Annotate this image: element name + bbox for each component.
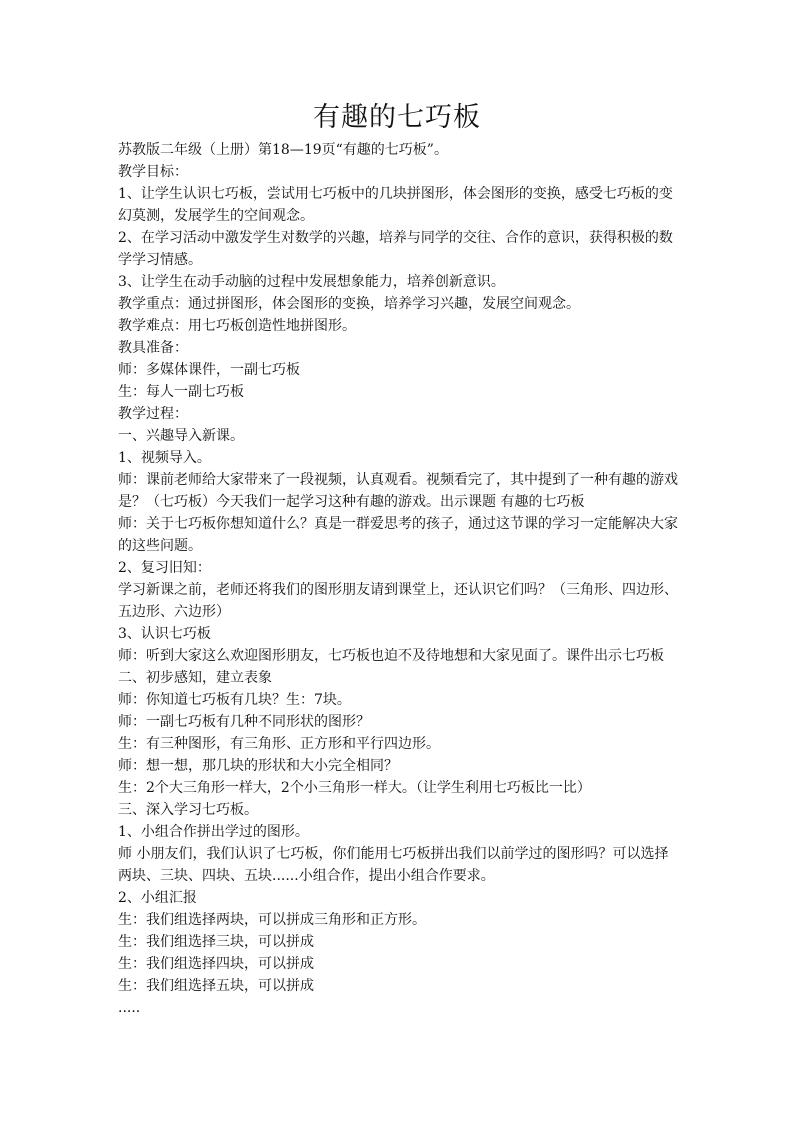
paragraph-key-point: 教学重点：通过拼图形，体会图形的变换，培养学习兴趣，发展空间观念。 [118, 296, 580, 312]
paragraph-group-heading: 1、小组合作拼出学过的图形。 [118, 824, 309, 840]
paragraph-teacher-question: 师：关于七巧板你想知道什么？真是一群爱思考的孩子，通过这节课的学习一定能解决大家的这些问题。 [118, 516, 678, 554]
paragraph-teacher-video: 师：课前老师给大家带来了一段视频，认真观看。视频看完了，其中提到了一种有趣的游戏是？（七巧板）今天我们一起学习这种有趣的游戏。出示课题 有趣的七巧板 [118, 472, 678, 510]
paragraph-objective-2: 2、在学习活动中激发学生对数学的兴趣，培养与同学的交往、合作的意识，获得积极的数学学习情感。 [118, 230, 673, 268]
paragraph-recognize-heading: 3、认识七巧板 [118, 626, 211, 642]
paragraph-objective-3: 3、让学生在动手动脑的过程中发展想象能力，培养创新意识。 [118, 274, 505, 290]
paragraph-dialog-2: 师：一副七巧板有几种不同形状的图形？ [118, 714, 370, 730]
paragraph-student-materials: 生：每人一副七巧板 [118, 384, 244, 400]
paragraph-review-text: 学习新课之前，老师还将我们的图形朋友请到课堂上，还认识它们吗？（三角形、四边形、五边形、六边形） [118, 582, 678, 620]
paragraph-dialog-1: 师：你知道七巧板有几块？生：7块。 [118, 692, 351, 708]
paragraph-objectives-heading: 教学目标： [118, 164, 188, 180]
paragraph-video-intro: 1、视频导入。 [118, 450, 211, 466]
paragraph-section-3: 三、深入学习七巧板。 [118, 802, 258, 818]
paragraph-source: 苏教版二年级（上册）第18—19页“有趣的七巧板”。 [118, 142, 448, 158]
paragraph-teacher-group: 师 小朋友们，我们认识了七巧板，你们能用七巧板拼出我们以前学过的图形吗？可以选择两块、三块、四块、五块......小组合作，提出小组合作要求。 [118, 846, 669, 884]
paragraph-report-3: 生：我们组选择四块，可以拼成 [118, 956, 314, 972]
paragraph-review-heading: 2、复习旧知： [118, 560, 211, 576]
paragraph-difficulty: 教学难点：用七巧板创造性地拼图形。 [118, 318, 356, 334]
paragraph-report-4: 生：我们组选择五块，可以拼成 [118, 978, 314, 994]
paragraph-ellipsis: ..... [118, 1000, 141, 1016]
paragraph-teacher-materials: 师：多媒体课件，一副七巧板 [118, 362, 300, 378]
paragraph-dialog-3: 生：有三种图形，有三角形、正方形和平行四边形。 [118, 736, 440, 752]
paragraph-report-1: 生：我们组选择两块，可以拼成三角形和正方形。 [118, 912, 426, 928]
paragraph-dialog-5: 生：2个大三角形一样大，2个小三角形一样大。（让学生利用七巧板比一比） [118, 780, 591, 796]
paragraph-objective-1: 1、让学生认识七巧板，尝试用七巧板中的几块拼图形，体会图形的变换，感受七巧板的变幻莫测，发展学生的空间观念。 [118, 186, 673, 224]
paragraph-section-1: 一、兴趣导入新课。 [118, 428, 244, 444]
paragraph-dialog-4: 师：想一想，那几块的形状和大小完全相同？ [118, 758, 398, 774]
paragraph-report-heading: 2、小组汇报 [118, 890, 197, 906]
page-title: 有趣的七巧板 [313, 102, 481, 133]
paragraph-report-2: 生：我们组选择三块，可以拼成 [118, 934, 314, 950]
paragraph-section-2: 二、初步感知，建立表象 [118, 670, 272, 686]
document-body [118, 139, 678, 1019]
paragraph-process-heading: 教学过程： [118, 406, 188, 422]
paragraph-teacher-show: 师：听到大家这么欢迎图形朋友，七巧板也迫不及待地想和大家见面了。课件出示七巧板 [118, 648, 664, 664]
paragraph-materials-heading: 教具准备： [118, 340, 188, 356]
